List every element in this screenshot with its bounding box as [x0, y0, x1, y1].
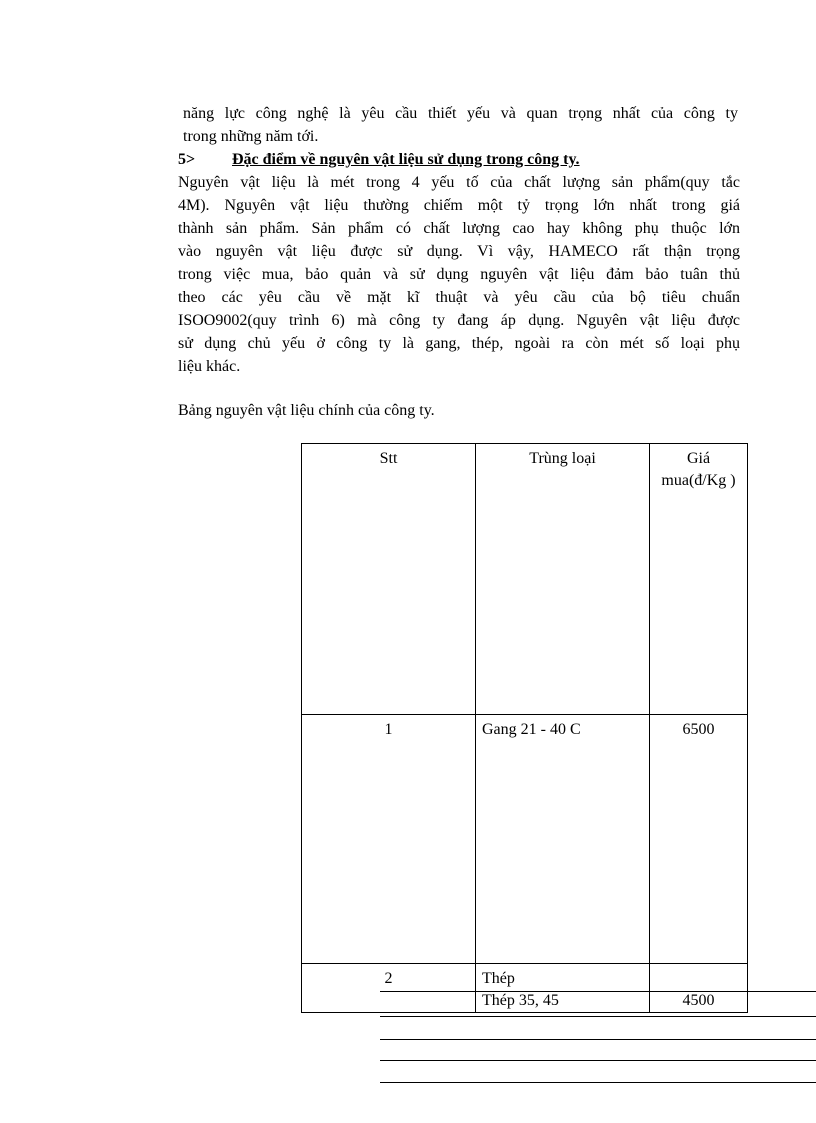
table-row [302, 715, 748, 964]
intro-line-2: trong những năm tới. [183, 128, 319, 145]
cell-stt: 2 [302, 964, 476, 1013]
paragraph-line: trong việc mua, bảo quản và sử dụng nguyên vật liệu đảm bảo tuân thủ [178, 266, 740, 283]
header-type: Trùng loại [476, 444, 650, 715]
paragraph-line: liệu khác. [178, 358, 241, 375]
header-price: Giá mua(đ/Kg ) [650, 444, 748, 715]
cell-type-line: Thép 35, 45 [482, 992, 559, 1009]
paragraph-line: sử dụng chủ yếu ở công ty là gang, thép, ngoài ra còn mét số loại phụ [178, 335, 740, 352]
paragraph-line: 4M). Nguyên vật liệu thường chiếm một tỷ trọng lớn nhất trong giá [178, 197, 740, 214]
materials-table [301, 443, 748, 1013]
paragraph-line: ISOO9002(quy trình 6) mà công ty đang áp dụng. Nguyên vật liệu được [178, 312, 740, 329]
ruled-line [380, 1060, 816, 1061]
ruled-line [380, 991, 816, 992]
ruled-line [380, 1016, 816, 1017]
table-header-row [302, 444, 748, 715]
section-title: Đặc điểm về nguyên vật liệu sử dụng trong công ty. [232, 151, 580, 168]
body-paragraph [178, 171, 740, 378]
section-heading [178, 148, 580, 171]
cell-type-line: Thép [482, 970, 515, 987]
paragraph-line: theo các yêu cầu về mặt kĩ thuật và yêu cầu của bộ tiêu chuẩn [178, 289, 740, 306]
cell-price: 6500 [650, 715, 748, 964]
paragraph-line: vào nguyên vật liệu được sử dụng. Vì vậy, HAMECO rất thận trọng [178, 243, 740, 260]
table-row [302, 964, 748, 1013]
section-number: 5> [178, 151, 196, 168]
header-stt: Stt [302, 444, 476, 715]
table-caption: Bảng nguyên vật liệu chính của công ty. [178, 402, 435, 419]
paragraph-line: Nguyên vật liệu là mét trong 4 yếu tố của chất lượng sản phẩm(quy tắc [178, 174, 740, 191]
ruled-line [380, 1082, 816, 1083]
cell-type [476, 964, 650, 1013]
intro-line-1: năng lực công nghệ là yêu cầu thiết yếu và quan trọng nhất của công ty [183, 105, 738, 122]
paragraph-line: thành sản phẩm. Sản phẩm có chất lượng cao hay không phụ thuộc lớn [178, 220, 740, 237]
ruled-line [380, 1039, 816, 1040]
cell-price: 4500 [650, 964, 748, 1013]
cell-type: Gang 21 - 40 C [476, 715, 650, 964]
cell-stt: 1 [302, 715, 476, 964]
